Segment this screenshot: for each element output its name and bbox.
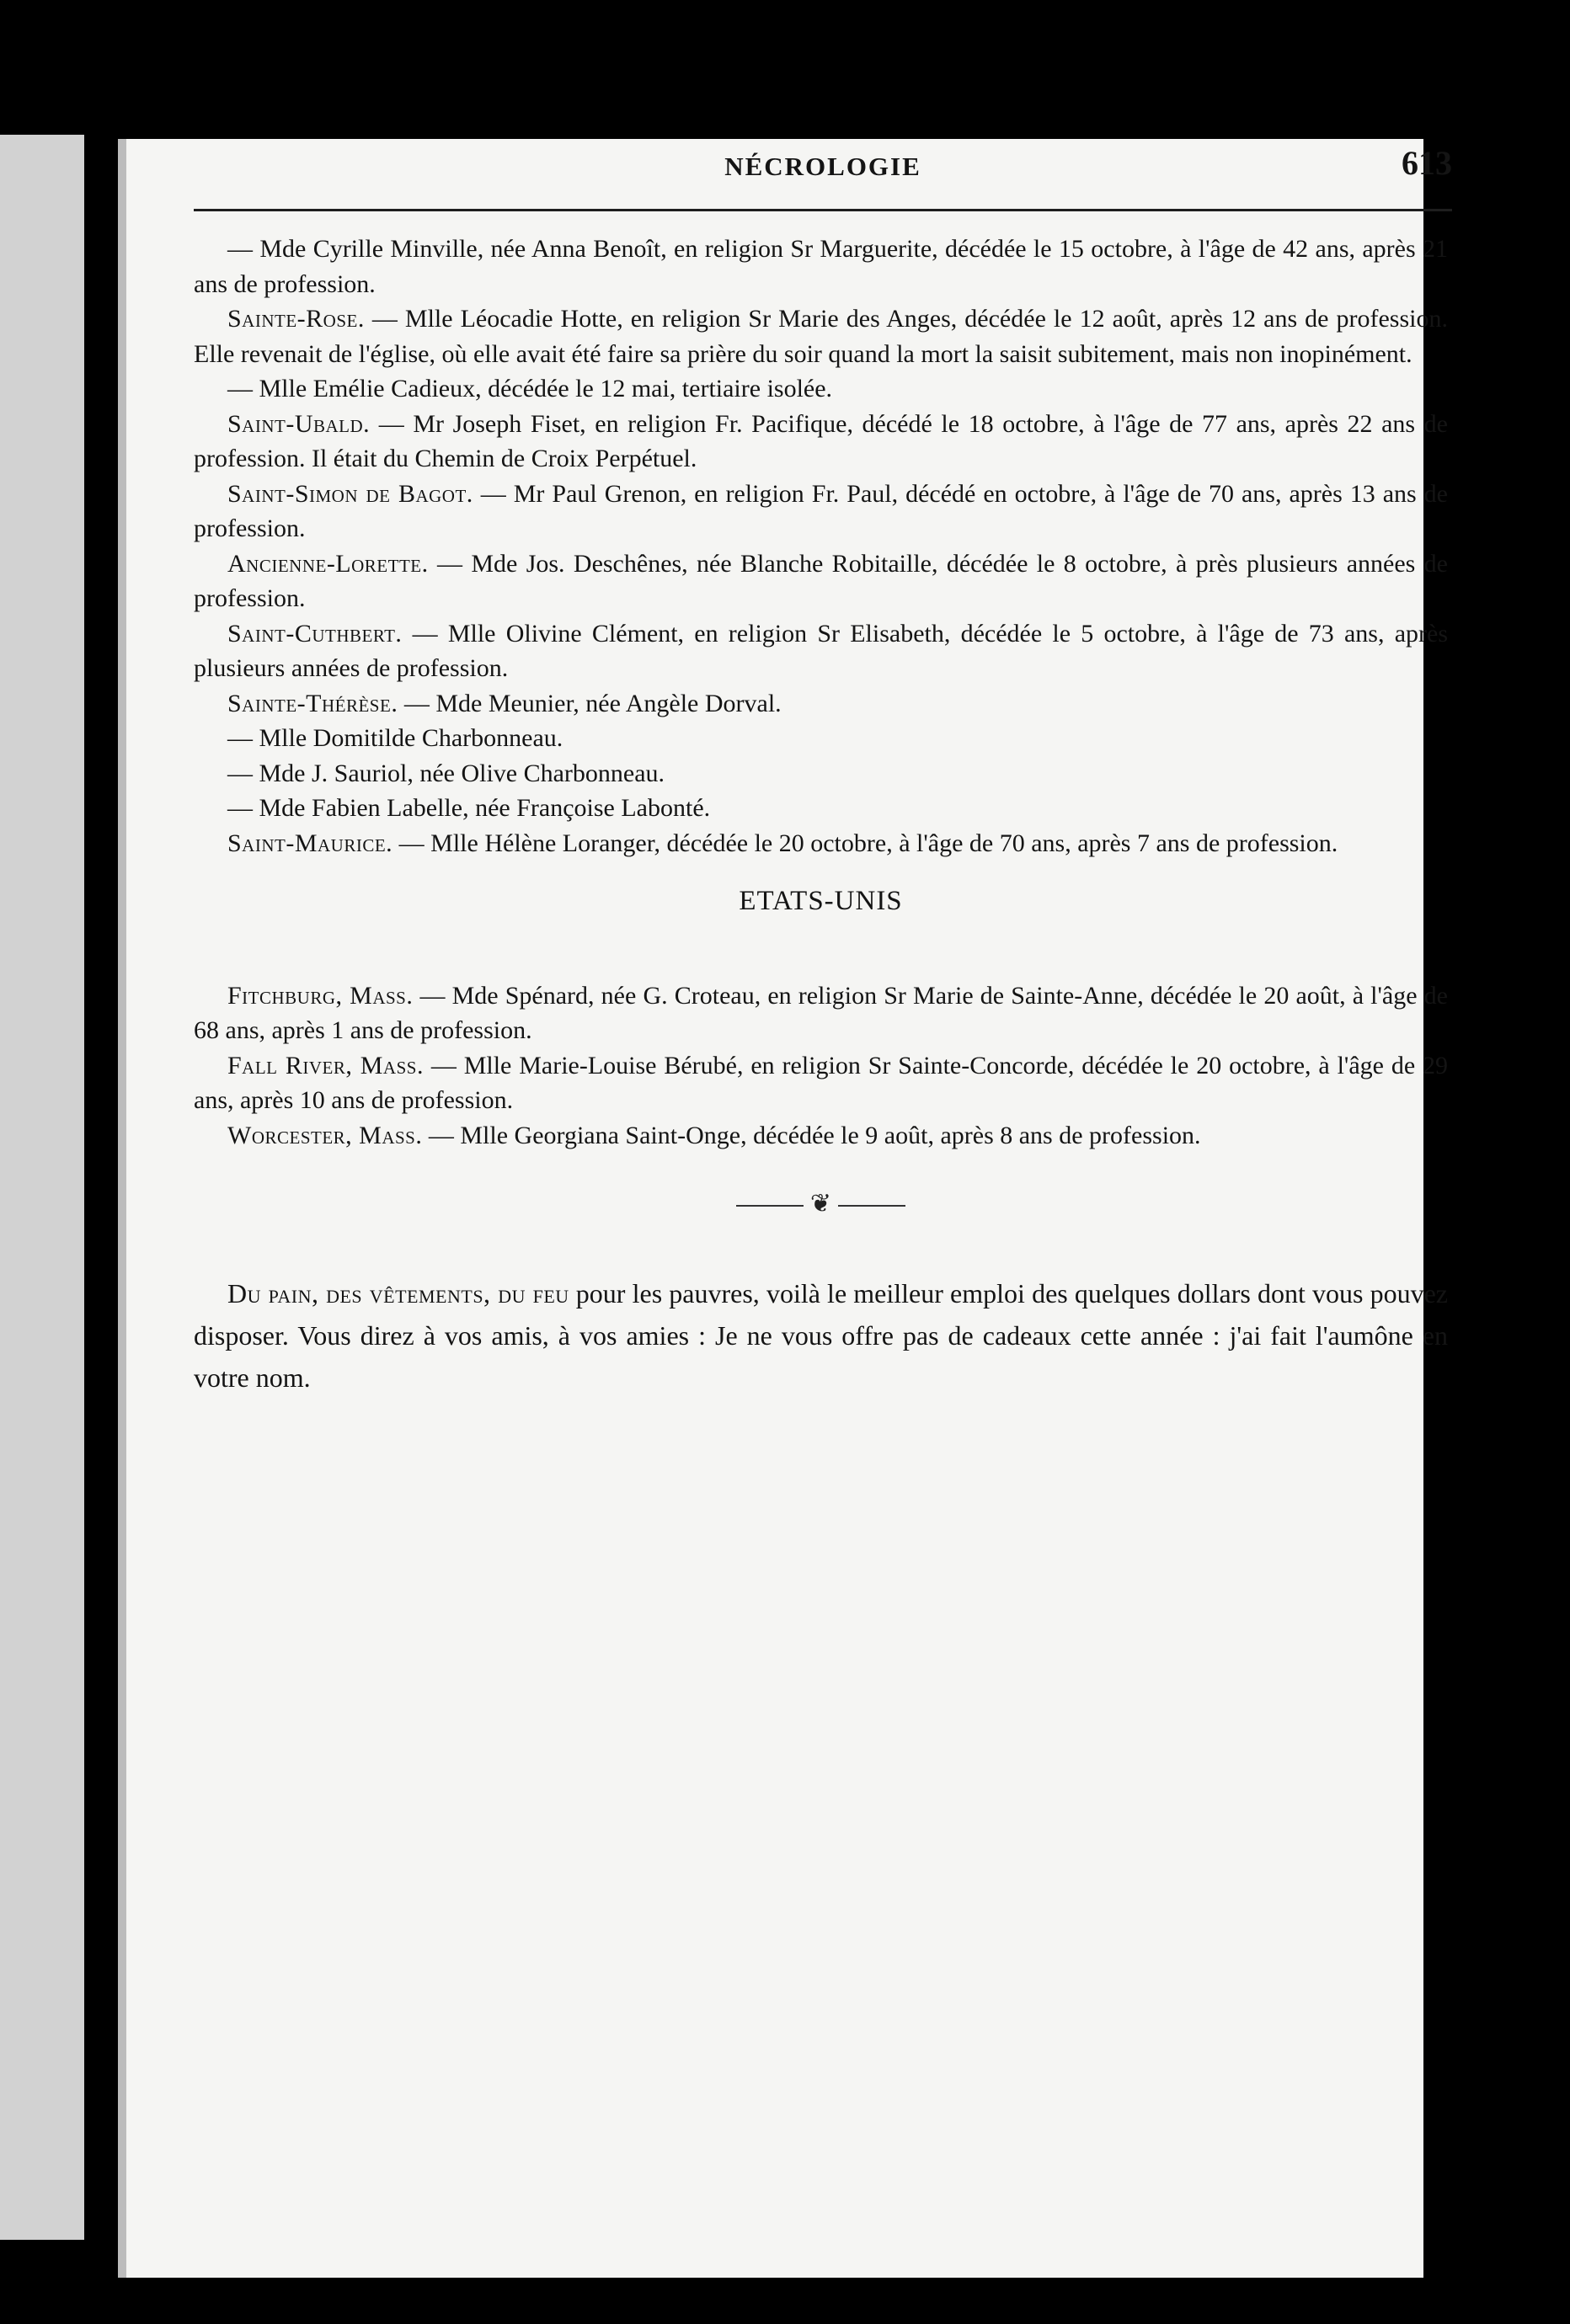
entry-place: Saint-Ubald. (227, 409, 371, 438)
entry-text: — Mlle Georgiana Saint-Onge, décédée le 9 août, après 8 ans de profession. (422, 1121, 1201, 1149)
obituary-entry (194, 407, 1448, 477)
obituary-entry (194, 546, 1448, 616)
ornament-divider: ❦ (194, 1186, 1448, 1222)
entry-text: — Mlle Olivine Clément, en religion Sr Elisabeth, décédée le 5 octobre, à l'âge de 73 ans, après plusieurs années de profession. (194, 619, 1448, 682)
entry-place: Worcester, Mass. (227, 1121, 423, 1149)
obituary-entry (194, 721, 1448, 756)
entry-text: — Mlle Marie-Louise Bérubé, en religion Sr Sainte-Concorde, décédée le 20 octobre, à l'âge de 29 ans, après 10 ans de profession. (194, 1051, 1448, 1114)
entry-text: — Mde Meunier, née Angèle Dorval. (398, 689, 782, 717)
appeal-text: pour les pauvres, voilà le meilleur emploi des quelques dollars dont vous pouvez disposer. Vous direz à vos amis, à vos amies : Je ne vous offre pas de cadeaux cette année : j'ai fait l'aumône en votre nom. (194, 1277, 1449, 1393)
entry-text: — Mde Spénard, née G. Croteau, en religion Sr Marie de Sainte-Anne, décédée le 20 août, à l'âge de 68 ans, après 1 ans de profession. (194, 981, 1448, 1044)
entry-place: Fitchburg, Mass. (227, 981, 414, 1010)
obituary-entry (194, 1118, 1448, 1154)
entry-text: — Mde Fabien Labelle, née Françoise Labonté. (227, 794, 711, 822)
page-title: NÉCROLOGIE (724, 152, 921, 181)
obituary-entry (194, 301, 1448, 371)
obituary-list-canada (194, 232, 1448, 861)
entry-text: — Mlle Emélie Cadieux, décédée le 12 mai, tertiaire isolée. (227, 375, 833, 402)
page-number: 613 (1402, 144, 1452, 182)
obituary-entry (194, 616, 1448, 686)
entry-place: Sainte-Rose. (227, 305, 365, 333)
obituary-entry (194, 978, 1448, 1048)
header-rule (194, 209, 1452, 211)
adjacent-page-edge (0, 135, 84, 2240)
obituary-entry (194, 686, 1448, 722)
obituary-entry (194, 826, 1448, 861)
entry-text: — Mr Joseph Fiset, en religion Fr. Pacifique, décédé le 18 octobre, à l'âge de 77 ans, après 22 ans de profession. Il était du Chemin de Croix Perpétuel. (194, 409, 1448, 472)
charity-appeal (194, 1272, 1448, 1399)
entry-place: Fall River, Mass. (227, 1051, 424, 1079)
entry-text: — Mde Cyrille Minville, née Anna Benoît, en religion Sr Marguerite, décédée le 15 octobre, à l'âge de 42 ans, après 21 ans de profession. (194, 235, 1448, 298)
appeal-lead: Du pain, des vêtements, du feu (227, 1277, 569, 1309)
entry-text: — Mr Paul Grenon, en religion Fr. Paul, décédé en octobre, à l'âge de 70 ans, après 13 ans de profession. (194, 479, 1448, 542)
page-body (194, 232, 1448, 1399)
obituary-entry (194, 756, 1448, 792)
entry-text: — Mde J. Sauriol, née Olive Charbonneau. (227, 759, 665, 787)
entry-place: Sainte-Thérèse. (227, 689, 398, 717)
running-header (194, 143, 1452, 194)
entry-text: — Mlle Hélène Loranger, décédée le 20 octobre, à l'âge de 70 ans, après 7 ans de profession. (392, 829, 1338, 857)
entry-place: Saint-Cuthbert. (227, 619, 403, 648)
entry-text: — Mde Jos. Deschênes, née Blanche Robitaille, décédée le 8 octobre, à près plusieurs années de profession. (194, 549, 1448, 612)
section-title: ETATS-UNIS (739, 886, 903, 916)
obituary-entry (194, 371, 1448, 407)
entry-place: Saint-Simon de Bagot. (227, 479, 473, 508)
obituary-entry (194, 232, 1448, 301)
entry-place: Saint-Maurice. (227, 829, 393, 857)
entry-text: — Mlle Domitilde Charbonneau. (227, 724, 563, 752)
obituary-entry (194, 477, 1448, 546)
entry-place: Ancienne-Lorette. (227, 549, 429, 578)
entry-text: — Mlle Léocadie Hotte, en religion Sr Marie des Anges, décédée le 12 août, après 12 ans de profession. Elle revenait de l'église, où elle avait été faire sa prière du soir quand la mort la saisit subitement, mais non inopinément. (194, 305, 1448, 368)
obituary-list-usa (194, 978, 1448, 1154)
obituary-entry (194, 1048, 1448, 1118)
obituary-entry (194, 791, 1448, 826)
